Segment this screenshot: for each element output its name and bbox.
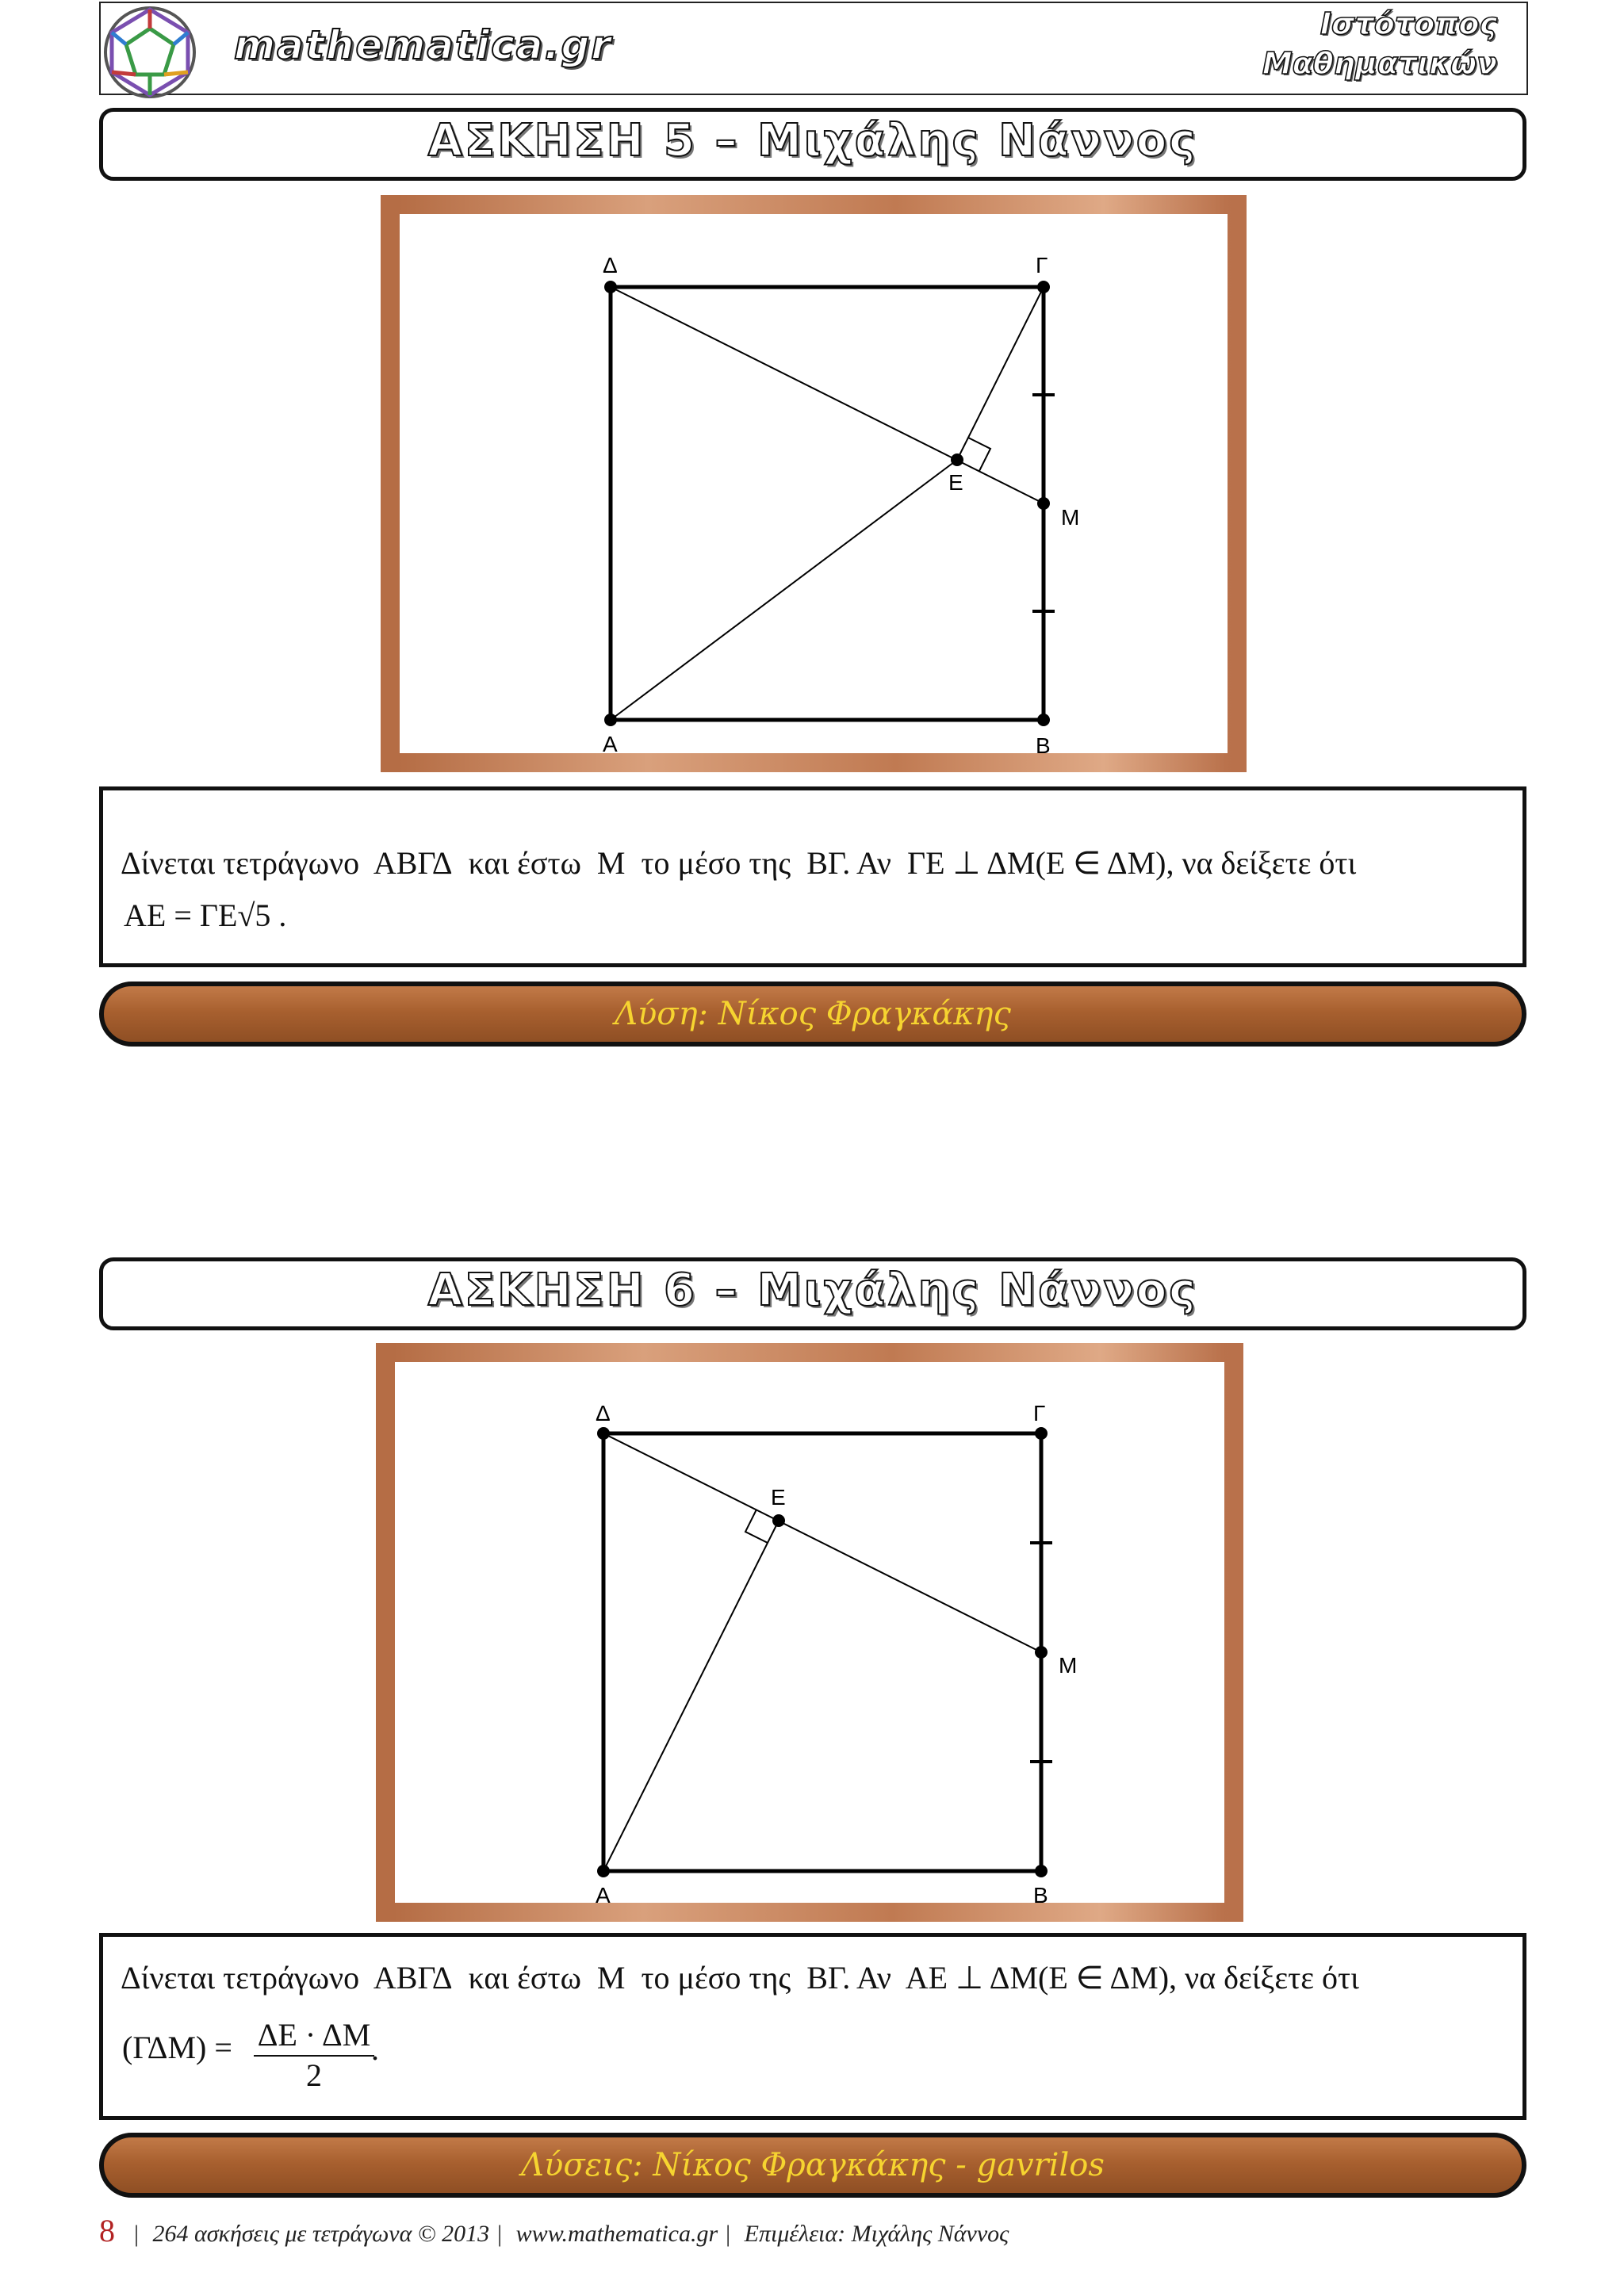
footer-site-link[interactable]: www.mathematica.gr bbox=[515, 2221, 718, 2247]
point-m bbox=[1037, 497, 1050, 510]
label-a: Α bbox=[603, 732, 618, 753]
mathematica-logo bbox=[101, 5, 199, 100]
footer-editor: Επιμέλεια: Μιχάλης Νάννος bbox=[744, 2221, 1009, 2247]
formula-fraction bbox=[254, 2016, 374, 2094]
exercise-6-figure bbox=[395, 1362, 1224, 1903]
label-g: Γ bbox=[1036, 253, 1048, 277]
statement-line-1: Δίνεται τετράγωνο ΑΒΓΔ και έστω Μ το μέσο της ΒΓ. Αν ΓΕ ⊥ ΔΜ(Ε ∈ ΔΜ), να δείξετε ότι bbox=[121, 845, 1357, 881]
label-b: Β bbox=[1033, 1883, 1048, 1903]
exercise-5-statement bbox=[99, 786, 1526, 967]
site-subtitle-line2: Μαθηματικών bbox=[1262, 46, 1497, 81]
segment-ae bbox=[603, 1521, 779, 1871]
page-footer: 8 | 264 ασκήσεις με τετράγωνα © 2013 | www.mathematica.gr | Επιμέλεια: Μιχάλης Νάννος bbox=[99, 2213, 1009, 2248]
statement-line-1: Δίνεται τετράγωνο ΑΒΓΔ και έστω Μ το μέσο της ΒΓ. Αν ΑΕ ⊥ ΔΜ(Ε ∈ ΔΜ), να δείξετε ότι bbox=[121, 1960, 1359, 1996]
square-abgd bbox=[603, 1433, 1041, 1871]
exercise-6-statement bbox=[99, 1933, 1526, 2120]
exercise-5-title: ΑΣΚΗΣΗ 5 – Μιχάλης Νάννος bbox=[427, 115, 1198, 166]
label-g: Γ bbox=[1033, 1401, 1046, 1425]
statement-line-2: ΑΕ = ΓΕ√5 . bbox=[124, 897, 287, 933]
label-d: Δ bbox=[603, 253, 618, 277]
point-g bbox=[1037, 281, 1050, 293]
exercise-6-title: ΑΣΚΗΣΗ 6 – Μιχάλης Νάννος bbox=[427, 1265, 1198, 1316]
fraction-numerator: ΔΕ · ΔΜ bbox=[254, 2016, 374, 2057]
formula-lhs: (ΓΔΜ) = bbox=[122, 2030, 232, 2065]
point-d bbox=[597, 1427, 610, 1440]
label-d: Δ bbox=[596, 1401, 611, 1425]
book-title: 264 ασκήσεις με τετράγωνα © 2013 bbox=[152, 2221, 490, 2247]
exercise-5-figure bbox=[400, 214, 1228, 753]
segment-dm bbox=[611, 287, 1044, 503]
segment-ae bbox=[611, 460, 957, 720]
exercise-6-solution-bar[interactable] bbox=[99, 2133, 1526, 2198]
solution-credit: Λύση: Νίκος Φραγκάκης bbox=[615, 996, 1011, 1032]
exercise-6-figure-frame bbox=[376, 1343, 1243, 1922]
right-angle-mark bbox=[968, 438, 990, 471]
exercise-6-title-box bbox=[99, 1257, 1526, 1330]
point-b bbox=[1037, 714, 1050, 726]
label-e: Ε bbox=[771, 1485, 786, 1510]
label-b: Β bbox=[1036, 733, 1051, 753]
point-m bbox=[1035, 1646, 1048, 1659]
exercise-5-title-box bbox=[99, 108, 1526, 181]
site-subtitle-line1: Ιστότοπος bbox=[1320, 6, 1497, 41]
point-g bbox=[1035, 1427, 1048, 1440]
fraction-denominator: 2 bbox=[306, 2057, 322, 2093]
point-d bbox=[604, 281, 617, 293]
point-a bbox=[604, 714, 617, 726]
page-number: 8 bbox=[99, 2213, 115, 2248]
segment-ge bbox=[957, 287, 1044, 460]
formula-tail: . bbox=[371, 2031, 379, 2067]
site-title: mathematica.gr bbox=[234, 22, 612, 68]
point-a bbox=[597, 1865, 610, 1877]
label-a: Α bbox=[596, 1883, 611, 1903]
label-m: Μ bbox=[1061, 505, 1080, 530]
point-b bbox=[1035, 1865, 1048, 1877]
exercise-5-figure-frame bbox=[381, 195, 1247, 772]
segment-dm bbox=[603, 1433, 1041, 1652]
solution-credit: Λύσεις: Νίκος Φραγκάκης - gavrilos bbox=[521, 2147, 1105, 2183]
exercise-5-solution-bar[interactable] bbox=[99, 982, 1526, 1047]
square-abgd bbox=[611, 287, 1044, 720]
point-e bbox=[772, 1514, 785, 1527]
label-e: Ε bbox=[948, 470, 963, 495]
point-e bbox=[951, 453, 963, 466]
label-m: Μ bbox=[1059, 1653, 1078, 1678]
